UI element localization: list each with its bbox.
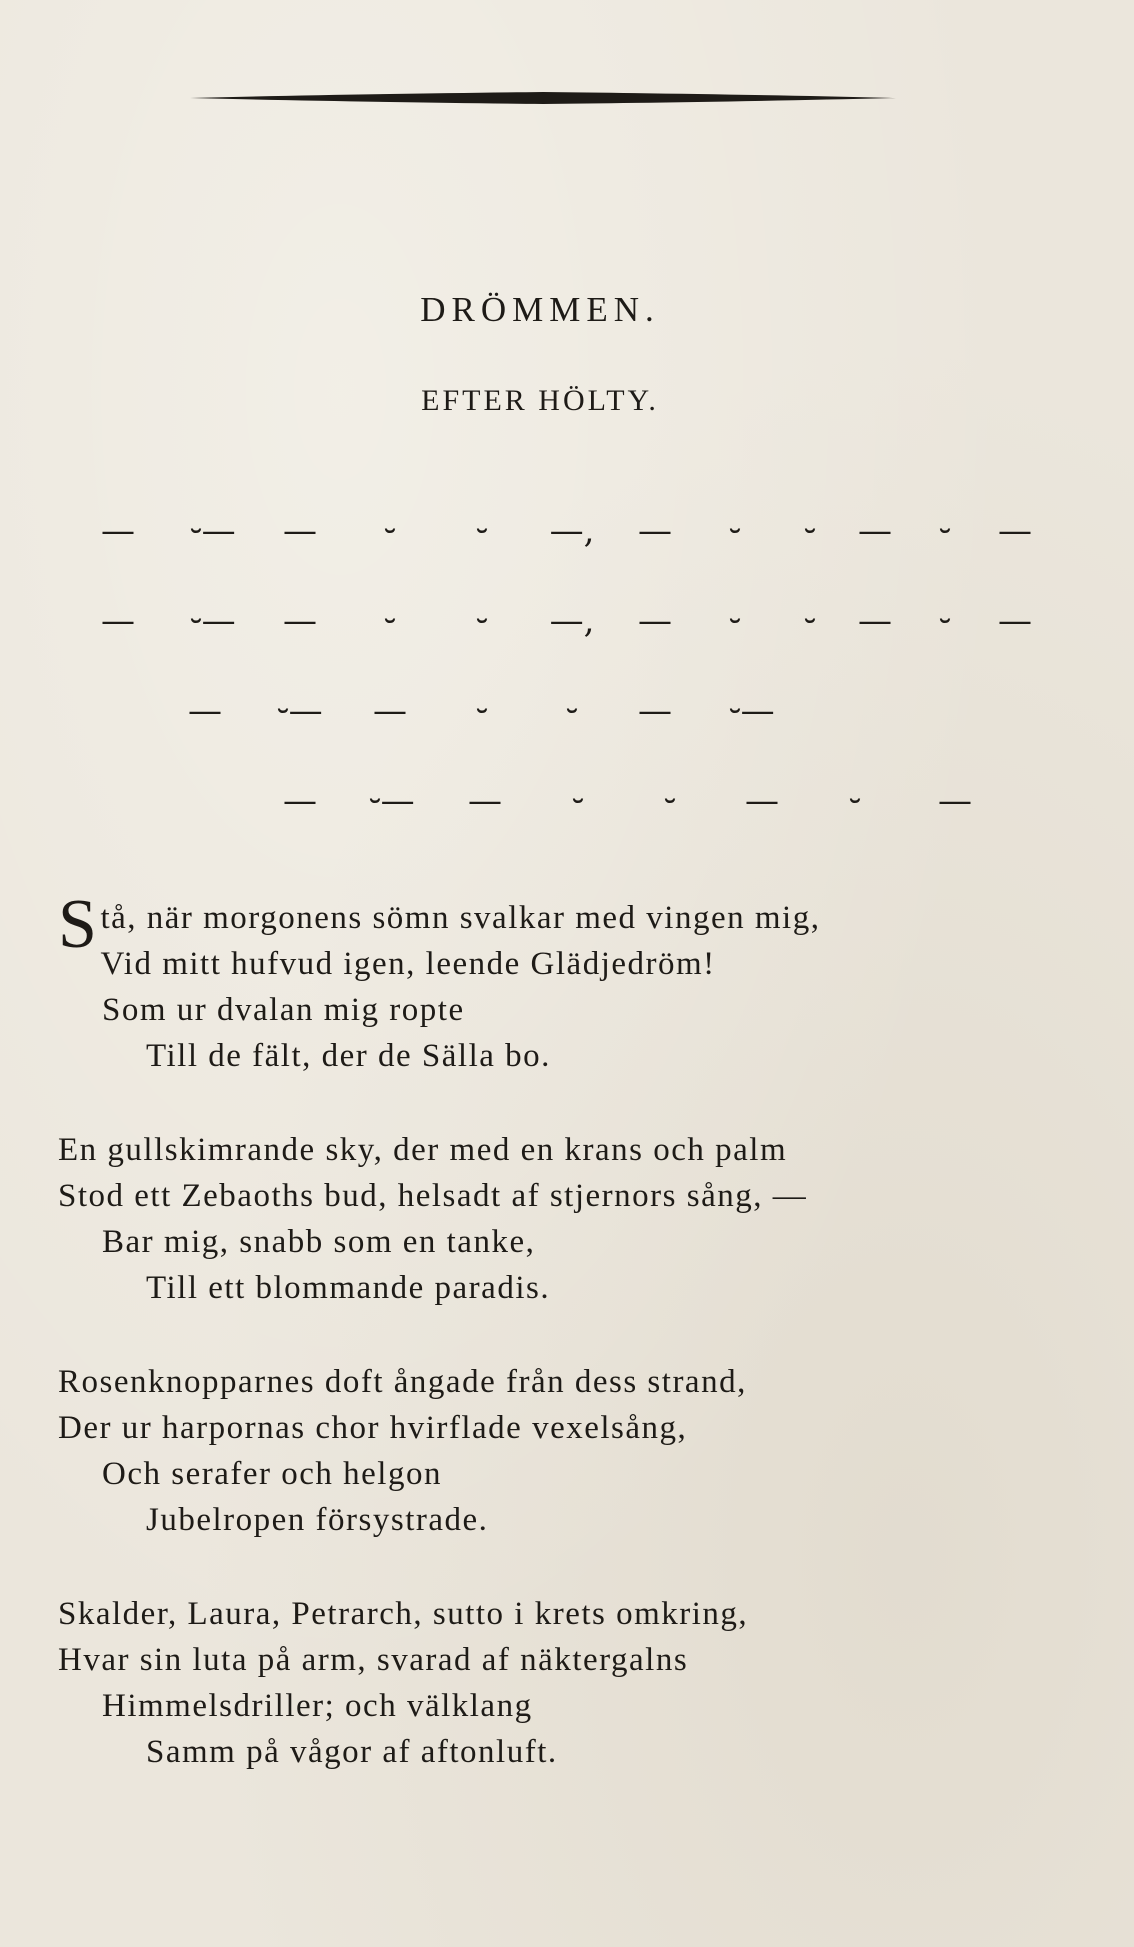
metre-symbol: ⏑	[664, 781, 676, 821]
metre-symbol: ⏑	[939, 601, 951, 641]
metre-symbol: —	[373, 691, 407, 731]
poem-line	[58, 1497, 1098, 1543]
metre-symbol: ⏑—	[190, 601, 236, 641]
drop-cap: S	[58, 886, 99, 963]
poem-line-text: Vid mitt hufvud igen, leende Glädjedröm!	[100, 946, 716, 982]
poem-body	[58, 886, 1098, 1823]
poem-line	[58, 1637, 1098, 1683]
poem-line	[58, 1451, 1098, 1497]
stanza	[58, 1127, 1098, 1311]
metre-symbol: —	[745, 781, 779, 821]
metre-symbol: —	[283, 511, 317, 551]
metre-symbol: ⏑	[476, 601, 488, 641]
metre-symbol: ⏑	[939, 511, 951, 551]
metre-symbol: —	[101, 511, 135, 551]
poem-line-text: Hvar sin luta på arm, svarad af näktergalns	[58, 1642, 689, 1678]
poem-line-text: En gullskimrande sky, der med en krans och palm	[58, 1132, 788, 1168]
stanza	[58, 886, 1098, 1079]
poem-line	[58, 1127, 1098, 1173]
metre-symbol: —	[858, 601, 892, 641]
poem-line-text: Himmelsdriller; och välklang	[102, 1688, 533, 1724]
metre-symbol: —	[938, 781, 972, 821]
poem-line	[58, 1729, 1098, 1775]
metre-symbol: ⏑	[476, 511, 488, 551]
poem-line-text: Till de fält, der de Sälla bo.	[146, 1038, 551, 1074]
metre-symbol: —	[283, 781, 317, 821]
metre-symbol: —	[101, 601, 135, 641]
poem-line-text: Skalder, Laura, Petrarch, sutto i krets omkring,	[58, 1596, 749, 1632]
poem-title: DRÖMMEN.	[420, 290, 660, 329]
poem-subtitle: EFTER HÖLTY.	[421, 384, 659, 417]
poem-line-text: Och serafer och helgon	[102, 1456, 442, 1492]
metre-symbol: ⏑	[729, 601, 741, 641]
metre-symbol: ⏑—	[190, 511, 236, 551]
ornamental-rule	[190, 92, 896, 104]
metre-symbol: ⏑	[729, 511, 741, 551]
poem-line	[58, 941, 1098, 987]
poem-line	[58, 1173, 1098, 1219]
metre-symbol: —	[638, 601, 672, 641]
poem-line-text: Stod ett Zebaoths bud, helsadt af stjernors sång, —	[58, 1178, 808, 1214]
metre-symbol: —	[638, 511, 672, 551]
metre-symbol: ⏑	[849, 781, 861, 821]
metre-symbol: —	[638, 691, 672, 731]
metre-symbol: —	[858, 511, 892, 551]
metre-symbol: ⏑—	[277, 691, 323, 731]
poem-line	[58, 1219, 1098, 1265]
metre-symbol: ⏑—	[729, 691, 775, 731]
metre-symbol: —,	[549, 601, 595, 641]
metre-symbol: ⏑	[476, 691, 488, 731]
poem-line	[58, 1405, 1098, 1451]
metre-symbol: —	[283, 601, 317, 641]
metre-symbol: ⏑	[804, 601, 816, 641]
metre-symbol: —	[998, 601, 1032, 641]
poem-line	[58, 1591, 1098, 1637]
poem-line-text: Der ur harpornas chor hvirflade vexelsång,	[58, 1410, 688, 1446]
poem-line-text: Som ur dvalan mig ropte	[102, 992, 465, 1028]
metre-symbol: ⏑	[384, 511, 396, 551]
metre-symbol: —	[188, 691, 222, 731]
stanza	[58, 1359, 1098, 1543]
metre-symbol: —	[998, 511, 1032, 551]
metre-symbol: ⏑	[384, 601, 396, 641]
metre-symbol: ⏑	[566, 691, 578, 731]
metre-symbol: —,	[549, 511, 595, 551]
stanza	[58, 1591, 1098, 1775]
poem-line	[58, 1683, 1098, 1729]
poem-line-text: Jubelropen försystrade.	[146, 1502, 489, 1538]
poem-line-text: tå, när morgonens sömn svalkar med vingen mig,	[100, 900, 821, 936]
poem-line-text: Samm på vågor af aftonluft.	[146, 1734, 558, 1770]
metre-symbol: —	[468, 781, 502, 821]
metre-symbol: ⏑	[804, 511, 816, 551]
poem-line	[58, 886, 1098, 963]
metre-symbol: ⏑	[572, 781, 584, 821]
metre-symbol: ⏑—	[369, 781, 415, 821]
poem-line-text: Bar mig, snabb som en tanke,	[102, 1224, 536, 1260]
metrical-scheme	[0, 490, 1134, 850]
poem-line-text: Till ett blommande paradis.	[146, 1270, 551, 1306]
poem-line	[58, 1033, 1098, 1079]
poem-line-text: Rosenknopparnes doft ångade från dess strand,	[58, 1364, 747, 1400]
poem-line	[58, 1359, 1098, 1405]
poem-line	[58, 1265, 1098, 1311]
poem-line	[58, 987, 1098, 1033]
